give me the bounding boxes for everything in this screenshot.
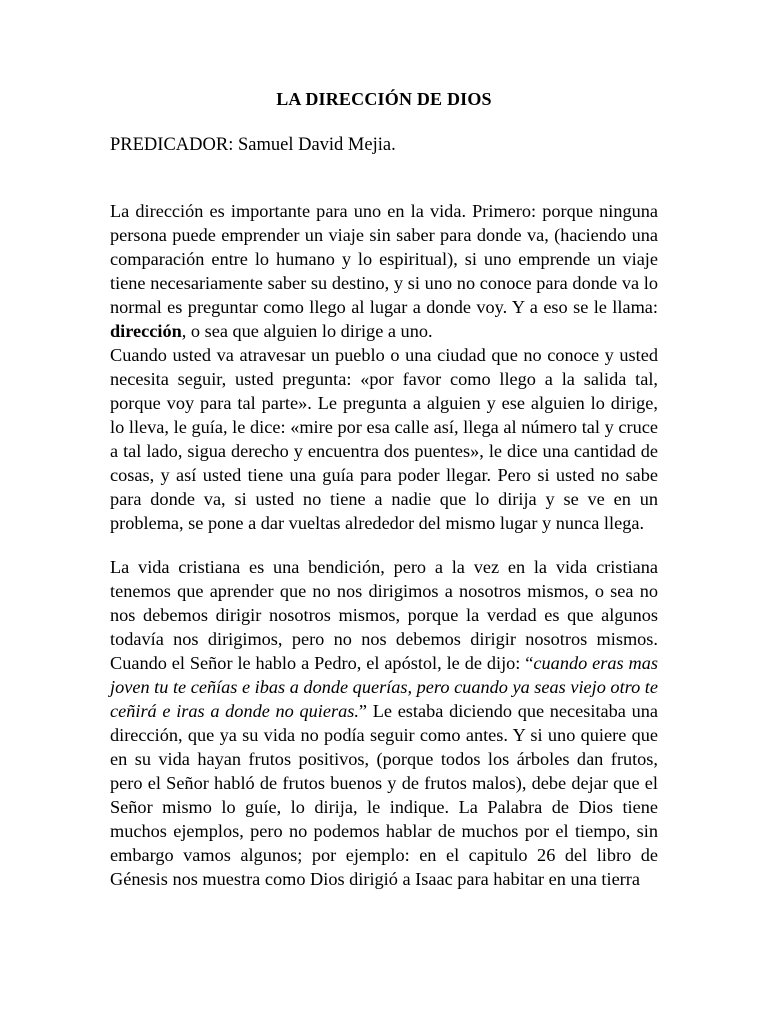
paragraph-3-text: La vida cristiana es una bendición, pero a la vez en la vida cristiana tenemos que aprender que no nos dirigimos a nosotros mismos, o sea no nos debemos dirigir nosotros mismos, porque la verdad es que algunos todavía nos dirigimos, pero no nos debemos dirigir nosotros mismos. Cuando el Señor le hablo a Pedro, el apóstol, le de dijo: “ <box>110 557 658 673</box>
paragraph-3-tail: ” Le estaba diciendo que necesitaba una dirección, que ya su vida no podía seguir como antes. Y si uno quiere que en su vida hayan frutos positivos, (porque todos los árboles dan frutos, pero el Señor habló de frutos buenos y de frutos malos), debe dejar que el Señor mismo lo guíe, lo dirija, le indique. La Palabra de Dios tiene muchos ejemplos, pero no podemos hablar de muchos por el tiempo, sin embargo vamos algunos; por ejemplo: en el capitulo 26 del libro de Génesis nos muestra como Dios dirigió a Isaac para habitar en una tierra <box>110 701 658 889</box>
paragraph-1 <box>110 199 658 343</box>
document-body <box>110 199 658 891</box>
paragraph-3 <box>110 555 658 891</box>
paragraph-1-tail: , o sea que alguien lo dirige a uno. <box>181 321 433 341</box>
paragraph-3-quote: cuando eras mas joven tu te ceñías e ibas a donde querías, pero cuando ya seas viejo otro te ceñirá e iras a donde no quieras. <box>110 653 658 721</box>
paragraph-1-bold: dirección <box>110 321 182 341</box>
document-title: LA DIRECCIÓN DE DIOS <box>276 89 492 109</box>
paragraph-1-text: La dirección es importante para uno en la vida. Primero: porque ninguna persona puede emprender un viaje sin saber para donde va, (haciendo una comparación entre lo humano y lo espiritual), si uno emprende un viaje tiene necesariamente saber su destino, y si uno no conoce para donde va lo normal es preguntar como llego al lugar a donde voy. Y a eso se le llama: <box>110 201 658 317</box>
preacher-line: PREDICADOR: Samuel David Mejia. <box>110 135 396 155</box>
paragraph-2: Cuando usted va atravesar un pueblo o una ciudad que no conoce y usted necesita seguir, usted pregunta: «por favor como llego a la salida tal, porque voy para tal parte». Le pregunta a alguien y ese alguien lo dirige, lo lleva, le guía, le dice: «mire por esa calle así, llega al número tal y cruce a tal lado, sigua derecho y encuentra dos puentes», le dice una cantidad de cosas, y así usted tiene una guía para poder llegar. Pero si usted no sabe para donde va, si usted no tiene a nadie que lo dirija y se ve en un problema, se pone a dar vueltas alrededor del mismo lugar y nunca llega. <box>110 345 658 533</box>
